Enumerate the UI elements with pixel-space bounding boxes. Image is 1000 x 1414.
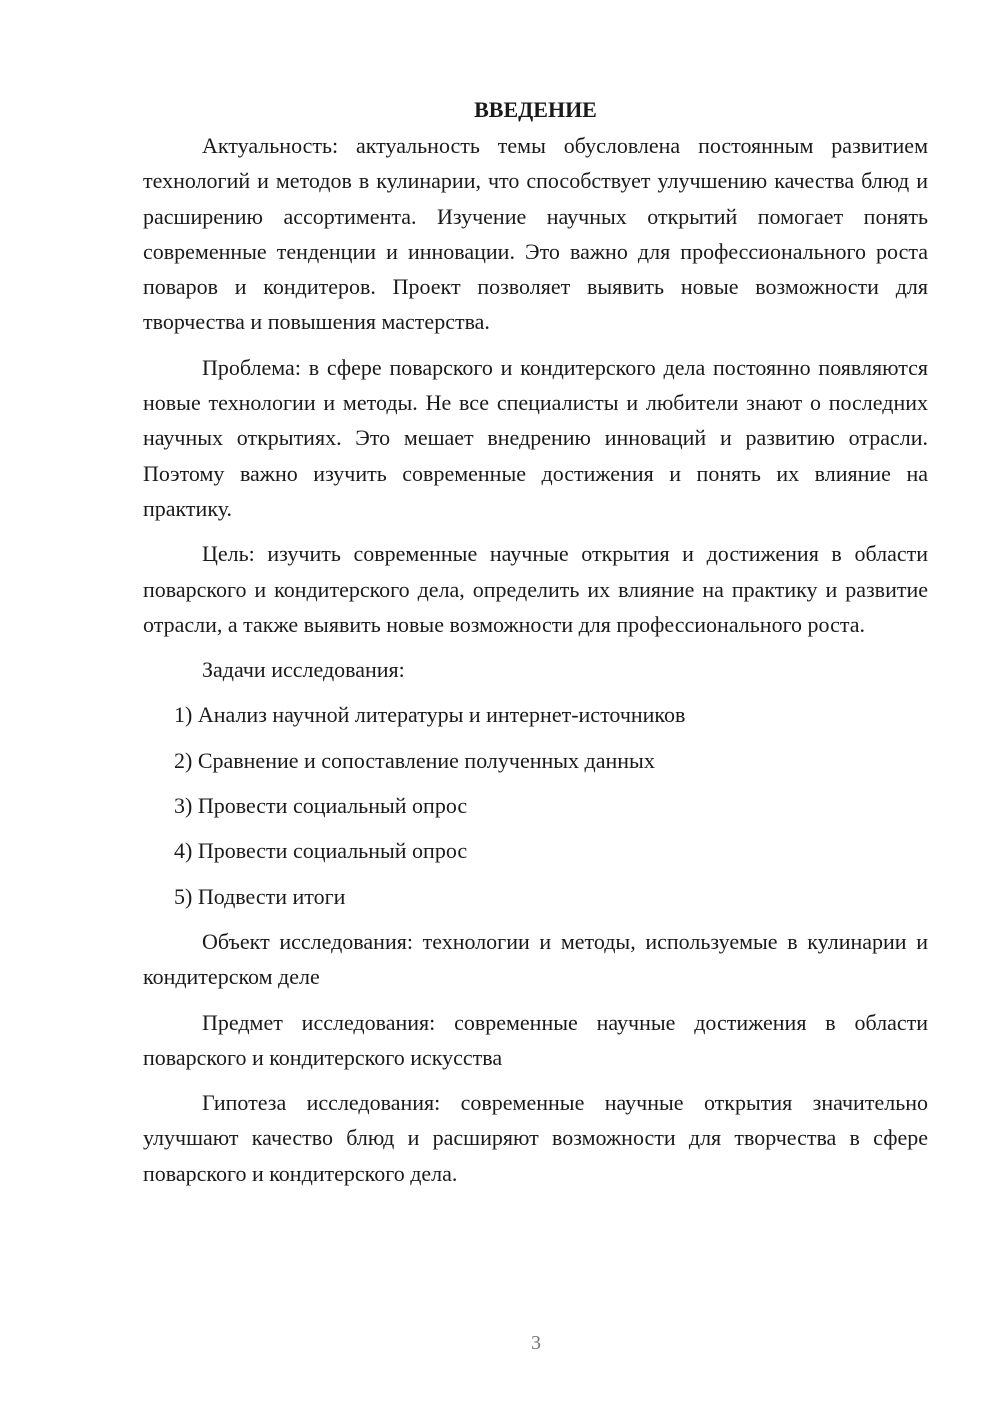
document-page [143, 94, 928, 1201]
task-item: 2) Сравнение и сопоставление полученных данных [174, 747, 655, 773]
object-paragraph: Объект исследования: технологии и методы, используемые в кулинарии и кондитерском деле [143, 928, 928, 990]
task-item: 3) Провести социальный опрос [174, 793, 468, 819]
tasks-heading: Задачи исследования: [202, 657, 405, 683]
task-item: 4) Провести социальный опрос [174, 838, 468, 864]
page-number: 3 [531, 1332, 541, 1354]
task-item: 5) Подвести итоги [174, 883, 346, 909]
tasks-list [143, 697, 928, 913]
goal-paragraph: Цель: изучить современные научные открытия и достижения в области поварского и кондитерского дела, определить их влияние на практику и развитие отрасли, а также выявить новые возможности для профессионального роста. [143, 541, 928, 637]
task-item: 1) Анализ научной литературы и интернет-источников [174, 702, 686, 728]
subject-paragraph: Предмет исследования: современные научные достижения в области поварского и кондитерского искусства [143, 1009, 928, 1070]
hypothesis-paragraph: Гипотеза исследования: современные научные открытия значительно улучшают качество блюд и расширяют возможности для творчества в сфере поварского и кондитерского дела. [143, 1090, 928, 1186]
page-title: ВВЕДЕНИЕ [474, 97, 597, 122]
problem-paragraph: Проблема: в сфере поварского и кондитерского дела постоянно появляются новые технологии и методы. Не все специалисты и любители знают о последних научных открытиях. Это мешает внедрению инноваций и развитию отрасли. Поэтому важно изучить современные достижения и понять их влияние на практику. [143, 354, 928, 521]
relevance-paragraph: Актуальность: актуальность темы обусловлена постоянным развитием технологий и методов в кулинарии, что способствует улучшению качества блюд и расширению ассортимента. Изучение научных открытий помогает понять современные тенденции и инновации. Это важно для профессионального роста поваров и кондитеров. Проект позволяет выявить новые возможности для творчества и повышения мастерства. [143, 133, 928, 335]
